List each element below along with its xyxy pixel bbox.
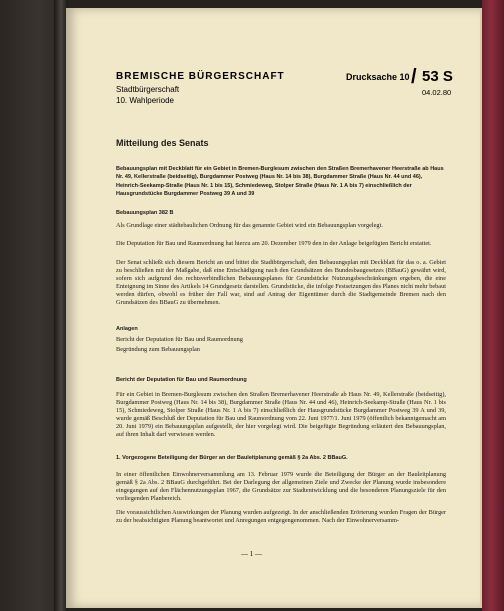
subject-plan-number: Bebauungsplan 382 B xyxy=(116,210,174,216)
paragraph-3: Der Senat schließt sich diesem Bericht an und bittet die Stadtbürgerschaft, den Bebauungsplan mit Deckblatt für das o. a. Gebiet zu beschließen mit der Maßgabe, daß eine Entschädigung nach den Grundsätzen des Bundesbaugesetzes (BBauG) gewährt wird, sofern sich aufgrund des rechtsverbindlichen Bebauungsplanes für Grundstücke Nutzungsbeschränkungen ergeben, die eine Enteignung im Sinne des Artikels 14 Grundgesetz darstellen. Grundstücke, die infolge Festsetzungen des Planes nicht mehr bebaut werden dürfen, obwohl es früher der Fall war, sind auf Antrag der Eigentümer durch die Stadtgemeinde Bremen nach den Grundsätzen des BBauG zu übernehmen. xyxy=(116,259,446,306)
header-line-3: 10. Wahlperiode xyxy=(116,96,174,105)
paragraph-5: In einer öffentlichen Einwohnerversammlung am 13. Februar 1979 wurde die Beteiligung der Bürger an der Bauleitplanung gemäß § 2a Abs. 2 BBauG durchgeführt. Bei der Darlegung der allgemeinen Ziele und Zwecke der Planung wurde insbesondere eingegangen auf den Flächennutzungsplan 1967, die Grundsätze zur Stadtentwicklung und die besonderen Planungsziele für den vorliegenden Planbereich. xyxy=(116,471,446,502)
subject: Bebauungsplan mit Deckblatt für ein Gebiet in Bremen-Burglesum zwischen den Straßen Bremerhavener Heerstraße ab Haus Nr. 49, Kellerstraße (beidseitig), Burgdammer Postweg (Haus Nr. 14 bis 38), Burgdammer Straße (Haus Nr. 44 und 46), Heinrich-Seekamp-Straße (Haus Nr. 1 bis 15), Schmiedeweg, Stolper Straße (Haus Nr. 1 A bis 7) einschließlich der Hausgrundstücke Burgdammer Postweg 39 A und 39 xyxy=(116,166,444,198)
paragraph-2: Die Deputation für Bau und Raumordnung hat hierzu am 20. Dezember 1979 den in der Anlage beigefügten Bericht erstattet. xyxy=(116,240,432,247)
drucksache-number: 53 S xyxy=(422,68,453,85)
bericht-heading: Bericht der Deputation für Bau und Raumordnung xyxy=(116,377,247,383)
page-edge xyxy=(480,8,482,608)
header-line-2: Stadtbürgerschaft xyxy=(116,85,180,94)
anlage-1: Bericht der Deputation für Bau und Raumordnung xyxy=(116,336,243,343)
document-title: Mitteilung des Senats xyxy=(116,138,209,148)
anlagen-heading: Anlagen xyxy=(116,326,138,332)
anlage-2: Begründung zum Bebauungsplan xyxy=(116,346,200,353)
page-number: — 1 — xyxy=(241,550,262,558)
header-org: BREMISCHE BÜRGERSCHAFT xyxy=(116,71,285,82)
drucksache-slash: / xyxy=(411,66,417,88)
paragraph-6: Die voraussichtlichen Auswirkungen der Planung wurden aufgezeigt. In der anschließenden Erörterung wurden Fragen der Bürger zu der beabsichtigten Planung beantwortet und Anregungen entgegengenommen. Nach der Einwohnerversamm- xyxy=(116,509,446,524)
document-date: 04.02.80 xyxy=(422,88,452,97)
paragraph-1: Als Grundlage einer städtebaulichen Ordnung für das genannte Gebiet wird ein Bebauungsplan vorgelegt. xyxy=(116,222,383,229)
section-1-heading: 1. Vorgezogene Beteiligung der Bürger an der Bauleitplanung gemäß § 2a Abs. 2 BBauG. xyxy=(116,455,348,461)
binder-cover-right xyxy=(482,0,504,611)
document-page xyxy=(66,8,482,608)
drucksache-label: Drucksache 10 xyxy=(346,72,410,82)
paragraph-4: Für ein Gebiet in Bremen-Burglesum zwischen den Straßen Bremerhavener Heerstraße ab Haus Nr. 49, Kellerstraße (beidseitig), Burgdammer Postweg (Haus Nr. 14 bis 38), Burgdammer Straße (Haus Nr. 44 und 46), Heinrich-Seekamp-Straße (Haus Nr. 1 bis 15), Schmiedeweg, Stolper Straße (Haus Nr. 1 A bis 7) einschließlich der Hausgrundstücke Burgdammer Postweg 39 A und 39, wurde gemäß Beschluß der Deputation für Bau und Raumordnung vom 22. Juni 1977/1. Juni 1979 (öffentlich bekanntgemacht am 20. Juni 1979) ein Bebauungsplan aufgestellt, der hier vorgelegt wird. Die beigefügte Begründung erläutert den Bebauungsplan, auf ihren Inhalt darf verwiesen werden. xyxy=(116,391,446,438)
